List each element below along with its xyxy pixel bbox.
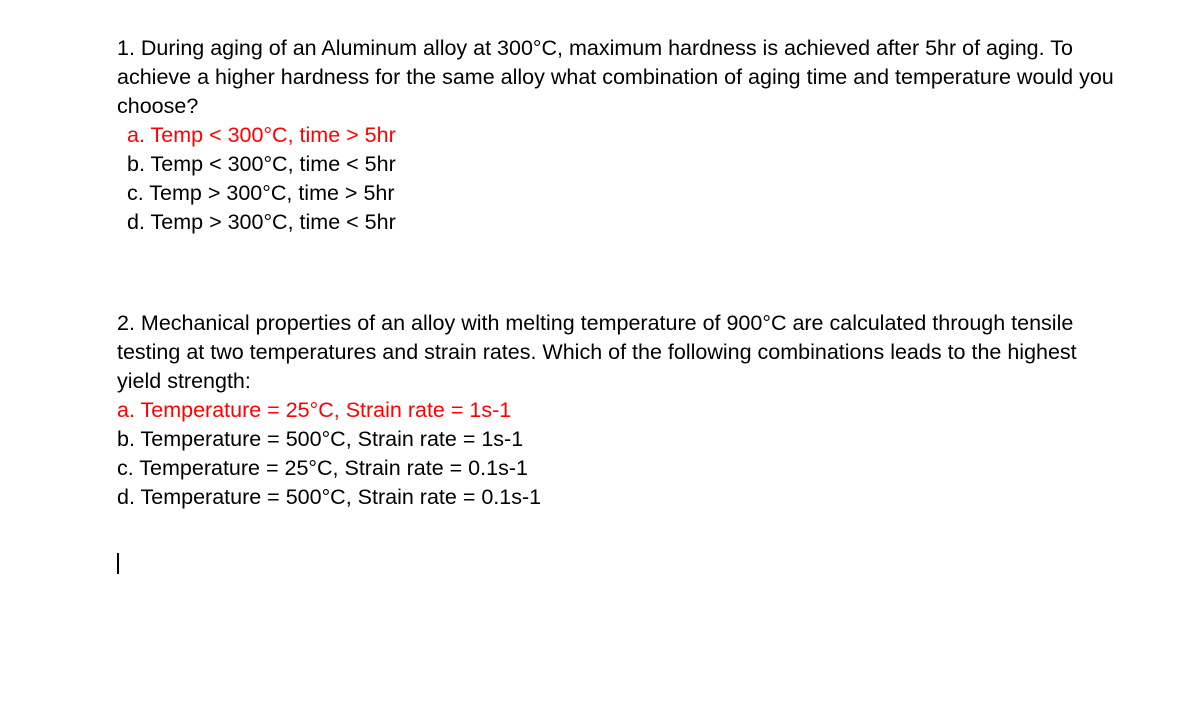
question-2-option-b: b. Temperature = 500°C, Strain rate = 1s-1 xyxy=(117,427,524,451)
question-2 xyxy=(117,309,1117,512)
question-2-option-c: c. Temperature = 25°C, Strain rate = 0.1s-1 xyxy=(117,456,528,480)
question-1-option-c: c. Temp > 300°C, time > 5hr xyxy=(127,181,395,205)
question-1-option-a: a. Temp < 300°C, time > 5hr xyxy=(127,123,396,147)
question-1-stem: 1. During aging of an Aluminum alloy at 300°C, maximum hardness is achieved after 5hr of aging. To achieve a higher hardness for the same alloy what combination of aging time and temperature would you choose? xyxy=(117,36,1114,118)
question-2-option-a: a. Temperature = 25°C, Strain rate = 1s-1 xyxy=(117,398,512,422)
question-1-option-b: b. Temp < 300°C, time < 5hr xyxy=(127,152,396,176)
question-2-stem: 2. Mechanical properties of an alloy with melting temperature of 900°C are calculated through tensile testing at two temperatures and strain rates. Which of the following combinations leads to the highest yield strength: xyxy=(117,311,1077,393)
question-1-option-d: d. Temp > 300°C, time < 5hr xyxy=(127,210,396,234)
question-1 xyxy=(117,34,1117,237)
question-2-option-d: d. Temperature = 500°C, Strain rate = 0.1s-1 xyxy=(117,485,542,509)
question-1-options xyxy=(117,121,1117,237)
text-cursor xyxy=(117,553,119,574)
question-2-options xyxy=(117,396,1117,512)
